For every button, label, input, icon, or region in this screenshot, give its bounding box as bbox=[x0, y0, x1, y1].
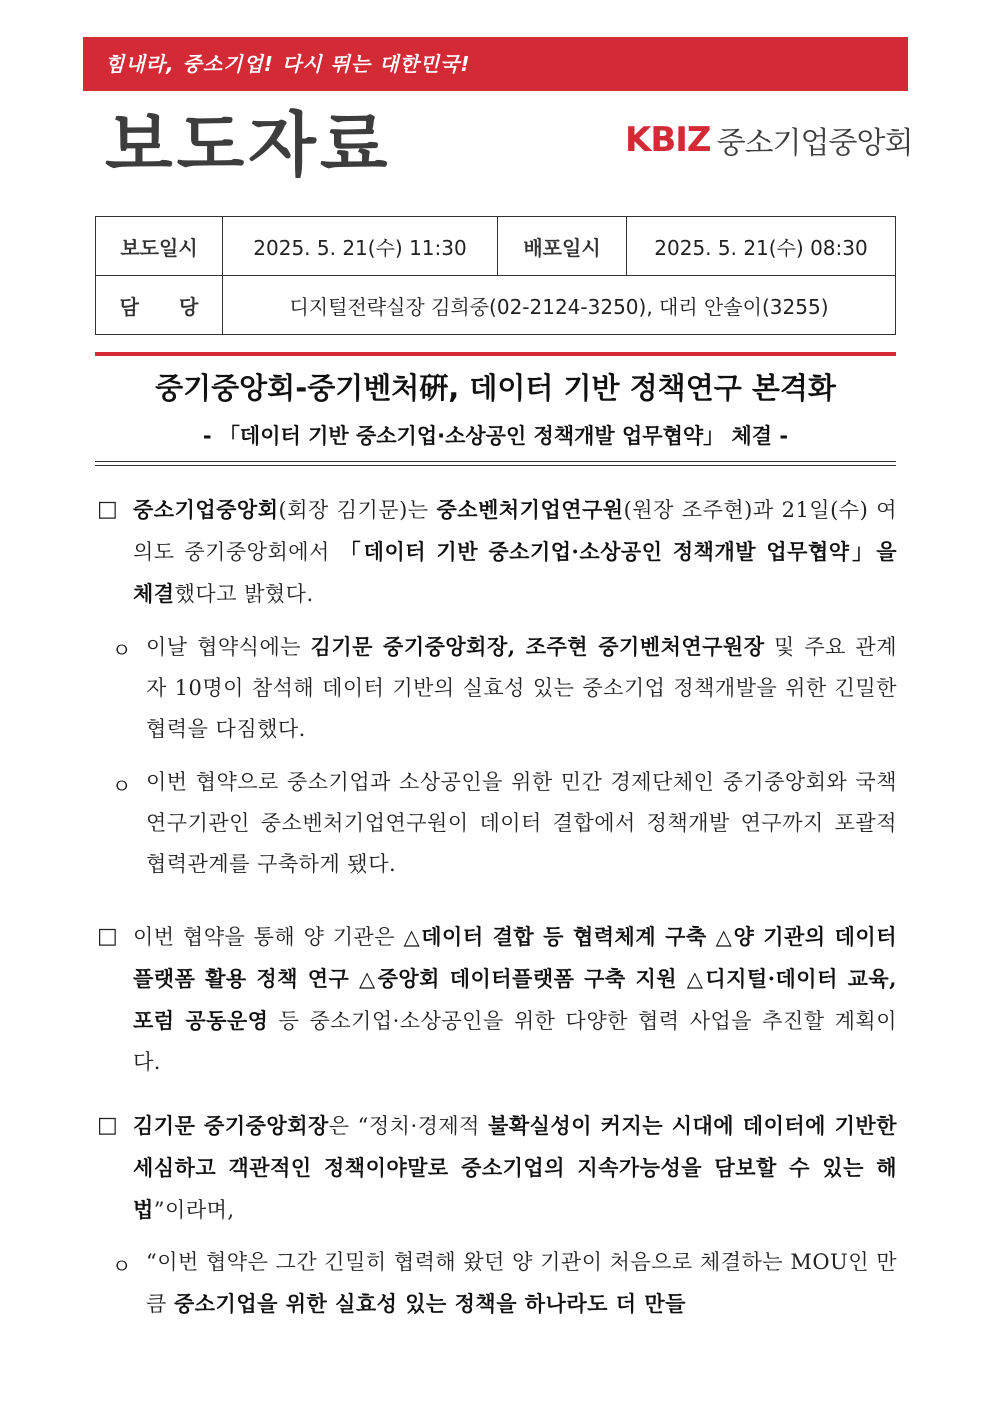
circle-bullet-icon: ㅇ bbox=[112, 1254, 132, 1278]
circle-bullet-icon: ㅇ bbox=[112, 638, 132, 662]
text: 은 “정치·경제적 bbox=[328, 1114, 489, 1138]
paragraph-1-sub-2 bbox=[146, 762, 897, 885]
contact-value: 디지털전략실장 김희중(02-2124-3250), 대리 안솔이(3255) bbox=[223, 276, 896, 335]
press-time-value: 2025. 5. 21(수) 11:30 bbox=[223, 217, 498, 276]
org-name: 중소기업중앙회 bbox=[716, 126, 913, 161]
text: “이번 협약은 그간 긴밀히 협력해 왔던 양 기관이 처음으로 체결하는 MOU인 만큼 bbox=[146, 1250, 897, 1316]
text: 이날 협약식에는 bbox=[146, 635, 311, 659]
press-time-label: 보도일시 bbox=[96, 217, 223, 276]
document-type-title: 보도자료 bbox=[105, 104, 392, 186]
title-divider-red bbox=[95, 352, 896, 356]
text-bold: 김기문 중기중앙회장 bbox=[133, 1113, 329, 1138]
text: 및 주요 관계자 10명이 참석해 데이터 기반의 실효성 있는 중소기업 정책개발을 위한 긴밀한 협력을 다짐했다. bbox=[146, 635, 897, 741]
subheadline: - 「데이터 기반 중소기업·소상공인 정책개발 업무협약」 체결 - bbox=[202, 424, 789, 448]
slogan-text: 힘내라, 중소기업! 다시 뛰는 대한민국! bbox=[105, 52, 471, 76]
text-bold: 불확실성이 커지는 시대에 데이터에 기반한 세심하고 객관적인 정책이야말로 중소기업의 지속가능성을 담보할 수 있는 해법 bbox=[133, 1113, 897, 1222]
paragraph-3-sub-1 bbox=[146, 1242, 897, 1325]
text: 이번 협약을 통해 양 기관은 bbox=[133, 925, 404, 949]
title-divider-double bbox=[95, 461, 896, 466]
slogan-banner bbox=[83, 37, 908, 91]
headline: 중기중앙회-중기벤처硏, 데이터 기반 정책연구 본격화 bbox=[155, 371, 836, 405]
text-bold: 김기문 중기중앙회장, 조주현 중기벤처연구원장 bbox=[310, 634, 765, 659]
org-logo bbox=[625, 118, 912, 162]
text: 등 중소기업·소상공인을 위한 다양한 협력 사업을 추진할 계획이다. bbox=[133, 1009, 897, 1074]
distribution-time-value: 2025. 5. 21(수) 08:30 bbox=[627, 217, 896, 276]
text: 이번 협약으로 중소기업과 소상공인을 위한 민간 경제단체인 중기중앙회와 국책 연구기관인 중소벤처기업연구원이 데이터 결합에서 정책개발 연구까지 포괄적 협력관계를 구축하게 됐다. bbox=[146, 770, 897, 876]
text: ”이라며, bbox=[153, 1198, 235, 1222]
contact-label: 담 당 bbox=[96, 276, 223, 335]
distribution-time-label: 배포일시 bbox=[498, 217, 627, 276]
paragraph-3 bbox=[133, 1105, 897, 1231]
text-bold: 중소기업을 위한 실효성 있는 정책을 하나라도 더 만들 bbox=[173, 1291, 686, 1316]
text-bold: 중소기업중앙회 bbox=[133, 497, 279, 522]
paragraph-2 bbox=[133, 916, 897, 1083]
circle-bullet-icon: ㅇ bbox=[112, 774, 132, 798]
text: (원장 조주현)과 21일(수) 여의도 중기중앙회에서 bbox=[133, 498, 898, 564]
square-bullet-icon: □ bbox=[97, 497, 118, 522]
text-bold: 「데이터 기반 중소기업·소상공인 정책개발 업무협약」을 체결 bbox=[133, 539, 897, 606]
press-info-table bbox=[95, 216, 896, 335]
text-bold: △데이터 결합 등 협력체계 구축 △양 기관의 데이터플랫폼 활용 정책 연구 △중앙회 데이터플랫폼 구축 지원 △디지털·데이터 교육, 포럼 공동운영 bbox=[133, 924, 897, 1033]
paragraph-1 bbox=[133, 489, 897, 615]
square-bullet-icon: □ bbox=[97, 1113, 118, 1138]
paragraph-1-sub-1 bbox=[146, 626, 897, 750]
text: (회장 김기문)는 bbox=[278, 498, 437, 522]
square-bullet-icon: □ bbox=[97, 924, 118, 949]
text: 했다고 밝혔다. bbox=[174, 582, 314, 606]
text-bold: 중소벤처기업연구원 bbox=[436, 497, 624, 522]
kbiz-logo-mark: KBIZ bbox=[625, 120, 711, 160]
